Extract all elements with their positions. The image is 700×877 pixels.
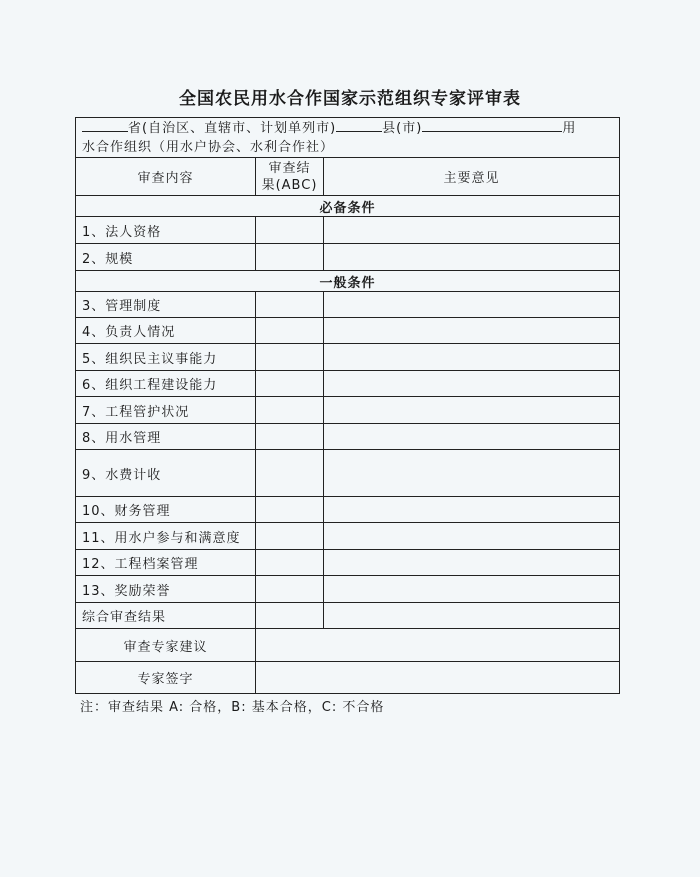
table-row	[76, 244, 620, 271]
table-row	[76, 424, 620, 450]
section-required-label: 必备条件	[76, 196, 620, 217]
summary-result-cell[interactable]	[256, 603, 324, 629]
opinion-cell[interactable]	[324, 318, 620, 344]
summary-row	[76, 603, 620, 629]
table-row	[76, 397, 620, 424]
table-row	[76, 371, 620, 397]
table-row	[76, 292, 620, 318]
item-label: 1、法人资格	[76, 217, 256, 244]
result-cell[interactable]	[256, 523, 324, 550]
item-label: 11、用水户参与和满意度	[76, 523, 256, 550]
col-header-opinion: 主要意见	[324, 158, 620, 196]
table-row	[76, 344, 620, 371]
table-row	[76, 450, 620, 497]
item-label: 13、奖励荣誉	[76, 576, 256, 603]
result-cell[interactable]	[256, 450, 324, 497]
result-cell[interactable]	[256, 497, 324, 523]
page-title: 全国农民用水合作国家示范组织专家评审表	[179, 89, 521, 109]
expert-signature-row	[76, 662, 620, 694]
opinion-cell[interactable]	[324, 244, 620, 271]
province-label: 省(自治区、直辖市、计划单列市)	[128, 120, 337, 136]
result-cell[interactable]	[256, 371, 324, 397]
expert-advice-label: 审查专家建议	[76, 629, 256, 662]
item-label: 8、用水管理	[76, 424, 256, 450]
item-label: 12、工程档案管理	[76, 550, 256, 576]
province-blank[interactable]	[82, 119, 128, 132]
header-info-row	[76, 118, 620, 158]
opinion-cell[interactable]	[324, 217, 620, 244]
header-info-cell	[76, 118, 620, 158]
result-cell[interactable]	[256, 424, 324, 450]
org-type-label: 水合作组织（用水户协会、水利合作社）	[82, 139, 335, 155]
table-row	[76, 576, 620, 603]
opinion-cell[interactable]	[324, 397, 620, 424]
opinion-cell[interactable]	[324, 292, 620, 318]
result-cell[interactable]	[256, 244, 324, 271]
table-row	[76, 550, 620, 576]
item-label: 2、规模	[76, 244, 256, 271]
item-label: 5、组织民主议事能力	[76, 344, 256, 371]
item-label: 3、管理制度	[76, 292, 256, 318]
table-row	[76, 318, 620, 344]
county-blank[interactable]	[336, 119, 382, 132]
result-cell[interactable]	[256, 318, 324, 344]
result-cell[interactable]	[256, 397, 324, 424]
opinion-cell[interactable]	[324, 344, 620, 371]
section-general-label: 一般条件	[76, 271, 620, 292]
item-label: 6、组织工程建设能力	[76, 371, 256, 397]
org-prefix-label: 用	[562, 120, 577, 136]
item-label: 4、负责人情况	[76, 318, 256, 344]
opinion-cell[interactable]	[324, 550, 620, 576]
review-form-table	[75, 117, 620, 694]
result-cell[interactable]	[256, 344, 324, 371]
result-cell[interactable]	[256, 217, 324, 244]
opinion-cell[interactable]	[324, 576, 620, 603]
result-cell[interactable]	[256, 292, 324, 318]
table-row	[76, 217, 620, 244]
col-header-content: 审查内容	[76, 158, 256, 196]
county-label: 县(市)	[382, 120, 423, 136]
summary-label: 综合审查结果	[76, 603, 256, 629]
expert-advice-row	[76, 629, 620, 662]
section-row-general	[76, 271, 620, 292]
opinion-cell[interactable]	[324, 424, 620, 450]
expert-advice-cell[interactable]	[256, 629, 620, 662]
footnote: 注：审查结果 A: 合格，B: 基本合格，C: 不合格	[80, 700, 385, 715]
result-cell[interactable]	[256, 550, 324, 576]
item-label: 7、工程管护状况	[76, 397, 256, 424]
table-row	[76, 497, 620, 523]
col-header-result	[256, 158, 324, 196]
opinion-cell[interactable]	[324, 523, 620, 550]
result-cell[interactable]	[256, 576, 324, 603]
summary-opinion-cell[interactable]	[324, 603, 620, 629]
col-header-result-line1: 审查结	[268, 160, 311, 176]
expert-signature-label: 专家签字	[76, 662, 256, 694]
expert-signature-cell[interactable]	[256, 662, 620, 694]
col-header-result-line2: 果(ABC)	[261, 177, 318, 193]
item-label: 10、财务管理	[76, 497, 256, 523]
opinion-cell[interactable]	[324, 450, 620, 497]
item-label: 9、水费计收	[76, 450, 256, 497]
table-row	[76, 523, 620, 550]
opinion-cell[interactable]	[324, 497, 620, 523]
column-header-row	[76, 158, 620, 196]
opinion-cell[interactable]	[324, 371, 620, 397]
org-name-blank[interactable]	[422, 119, 562, 132]
section-row-required	[76, 196, 620, 217]
